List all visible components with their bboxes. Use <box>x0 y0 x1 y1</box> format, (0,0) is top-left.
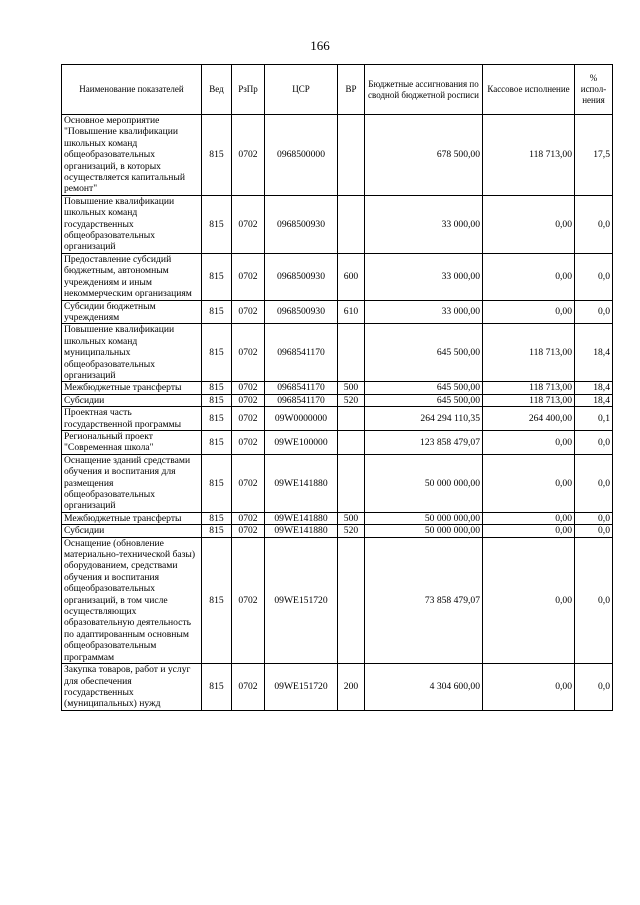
row-rzpr: 0702 <box>232 324 265 382</box>
row-cash: 0,00 <box>483 512 575 524</box>
row-rzpr: 0702 <box>232 253 265 300</box>
row-percent: 0,0 <box>575 253 613 300</box>
row-ved: 815 <box>202 407 232 431</box>
row-cash: 0,00 <box>483 300 575 324</box>
row-cash: 0,00 <box>483 430 575 454</box>
row-name: Межбюджетные трансферты <box>62 382 202 394</box>
row-cash: 118 713,00 <box>483 324 575 382</box>
row-cash: 0,00 <box>483 525 575 537</box>
row-vr <box>338 195 365 253</box>
row-percent: 17,5 <box>575 115 613 196</box>
row-budget: 33 000,00 <box>365 300 483 324</box>
row-budget: 50 000 000,00 <box>365 454 483 512</box>
row-ved: 815 <box>202 394 232 406</box>
row-rzpr: 0702 <box>232 537 265 663</box>
row-csr: 0968500930 <box>265 300 338 324</box>
header-vr: ВР <box>338 65 365 115</box>
row-name: Основное мероприятие "Повышение квалификации школьных команд общеобразовательных организаций, в которых осуществляется капитальный ремонт" <box>62 115 202 196</box>
row-budget: 645 500,00 <box>365 382 483 394</box>
row-budget: 33 000,00 <box>365 253 483 300</box>
row-vr: 610 <box>338 300 365 324</box>
row-vr: 520 <box>338 394 365 406</box>
row-budget: 264 294 110,35 <box>365 407 483 431</box>
row-ved: 815 <box>202 324 232 382</box>
row-percent: 0,0 <box>575 537 613 663</box>
header-ved: Вед <box>202 65 232 115</box>
row-budget: 4 304 600,00 <box>365 664 483 711</box>
row-ved: 815 <box>202 115 232 196</box>
row-csr: 0968541170 <box>265 324 338 382</box>
row-ved: 815 <box>202 300 232 324</box>
row-vr <box>338 115 365 196</box>
table-row <box>62 394 613 406</box>
header-rzpr: РзПр <box>232 65 265 115</box>
row-name: Закупка товаров, работ и услуг для обеспечения государственных (муниципальных) нужд <box>62 664 202 711</box>
row-rzpr: 0702 <box>232 394 265 406</box>
row-name: Межбюджетные трансферты <box>62 512 202 524</box>
header-percent: % испол-нения <box>575 65 613 115</box>
row-ved: 815 <box>202 537 232 663</box>
row-percent: 0,0 <box>575 195 613 253</box>
row-ved: 815 <box>202 253 232 300</box>
row-ved: 815 <box>202 664 232 711</box>
row-cash: 0,00 <box>483 537 575 663</box>
row-rzpr: 0702 <box>232 525 265 537</box>
row-name: Субсидии <box>62 394 202 406</box>
row-percent: 18,4 <box>575 324 613 382</box>
row-csr: 0968541170 <box>265 394 338 406</box>
row-percent: 0,0 <box>575 430 613 454</box>
row-cash: 0,00 <box>483 454 575 512</box>
header-name: Наименование показателей <box>62 65 202 115</box>
header-budget: Бюджетные ассигнования по сводной бюджетной росписи <box>365 65 483 115</box>
row-name: Проектная часть государственной программы <box>62 407 202 431</box>
row-vr: 200 <box>338 664 365 711</box>
row-percent: 0,1 <box>575 407 613 431</box>
row-budget: 645 500,00 <box>365 324 483 382</box>
row-percent: 18,4 <box>575 382 613 394</box>
row-vr: 600 <box>338 253 365 300</box>
row-cash: 0,00 <box>483 664 575 711</box>
row-rzpr: 0702 <box>232 407 265 431</box>
row-percent: 0,0 <box>575 525 613 537</box>
row-csr: 09WE141880 <box>265 525 338 537</box>
row-budget: 50 000 000,00 <box>365 512 483 524</box>
table-row <box>62 512 613 524</box>
row-ved: 815 <box>202 454 232 512</box>
row-csr: 09WE100000 <box>265 430 338 454</box>
row-rzpr: 0702 <box>232 664 265 711</box>
row-cash: 118 713,00 <box>483 115 575 196</box>
row-csr: 0968541170 <box>265 382 338 394</box>
row-vr <box>338 430 365 454</box>
page-number: 166 <box>310 38 330 53</box>
row-vr: 500 <box>338 382 365 394</box>
row-csr: 09WE151720 <box>265 664 338 711</box>
row-name: Оснащение зданий средствами обучения и воспитания для размещения общеобразовательных организаций <box>62 454 202 512</box>
row-csr: 09WE141880 <box>265 512 338 524</box>
row-name: Оснащение (обновление материально-технической базы) оборудованием, средствами обучения и воспитания общеобразовательных организаций, в том числе осуществляющих образовательную деятельность по адаптированным основным общеобразовательным программам <box>62 537 202 663</box>
row-csr: 09W0000000 <box>265 407 338 431</box>
row-budget: 73 858 479,07 <box>365 537 483 663</box>
row-csr: 09WE151720 <box>265 537 338 663</box>
row-rzpr: 0702 <box>232 300 265 324</box>
row-budget: 123 858 479,07 <box>365 430 483 454</box>
row-csr: 09WE141880 <box>265 454 338 512</box>
row-percent: 18,4 <box>575 394 613 406</box>
row-name: Предоставление субсидий бюджетным, автономным учреждениям и иным некоммерческим организациям <box>62 253 202 300</box>
row-ved: 815 <box>202 512 232 524</box>
row-vr <box>338 454 365 512</box>
row-name: Субсидии бюджетным учреждениям <box>62 300 202 324</box>
row-vr <box>338 324 365 382</box>
row-cash: 0,00 <box>483 195 575 253</box>
row-rzpr: 0702 <box>232 382 265 394</box>
row-rzpr: 0702 <box>232 512 265 524</box>
row-budget: 33 000,00 <box>365 195 483 253</box>
row-cash: 0,00 <box>483 253 575 300</box>
table-row <box>62 454 613 512</box>
row-percent: 0,0 <box>575 454 613 512</box>
row-rzpr: 0702 <box>232 430 265 454</box>
table-row <box>62 300 613 324</box>
table-row <box>62 253 613 300</box>
row-percent: 0,0 <box>575 300 613 324</box>
table-row <box>62 664 613 711</box>
row-ved: 815 <box>202 195 232 253</box>
row-vr <box>338 407 365 431</box>
table-row <box>62 115 613 196</box>
row-budget: 645 500,00 <box>365 394 483 406</box>
header-csr: ЦСР <box>265 65 338 115</box>
row-vr: 500 <box>338 512 365 524</box>
row-cash: 264 400,00 <box>483 407 575 431</box>
row-percent: 0,0 <box>575 664 613 711</box>
table-row <box>62 407 613 431</box>
row-name: Региональный проект "Современная школа" <box>62 430 202 454</box>
row-rzpr: 0702 <box>232 195 265 253</box>
row-vr <box>338 537 365 663</box>
row-rzpr: 0702 <box>232 454 265 512</box>
row-budget: 678 500,00 <box>365 115 483 196</box>
row-ved: 815 <box>202 430 232 454</box>
table-row <box>62 195 613 253</box>
table-row <box>62 525 613 537</box>
row-cash: 118 713,00 <box>483 382 575 394</box>
row-ved: 815 <box>202 382 232 394</box>
row-vr: 520 <box>338 525 365 537</box>
row-name: Повышение квалификации школьных команд государственных общеобразовательных организаций <box>62 195 202 253</box>
row-csr: 0968500930 <box>265 253 338 300</box>
table-header-row <box>62 65 613 115</box>
row-ved: 815 <box>202 525 232 537</box>
row-csr: 0968500930 <box>265 195 338 253</box>
table-row <box>62 324 613 382</box>
row-cash: 118 713,00 <box>483 394 575 406</box>
row-name: Субсидии <box>62 525 202 537</box>
table-row <box>62 382 613 394</box>
row-csr: 0968500000 <box>265 115 338 196</box>
table-row <box>62 430 613 454</box>
row-budget: 50 000 000,00 <box>365 525 483 537</box>
table-row <box>62 537 613 663</box>
row-rzpr: 0702 <box>232 115 265 196</box>
header-cash: Кассовое исполнение <box>483 65 575 115</box>
row-name: Повышение квалификации школьных команд муниципальных общеобразовательных организаций <box>62 324 202 382</box>
budget-execution-table <box>61 64 613 711</box>
row-percent: 0,0 <box>575 512 613 524</box>
